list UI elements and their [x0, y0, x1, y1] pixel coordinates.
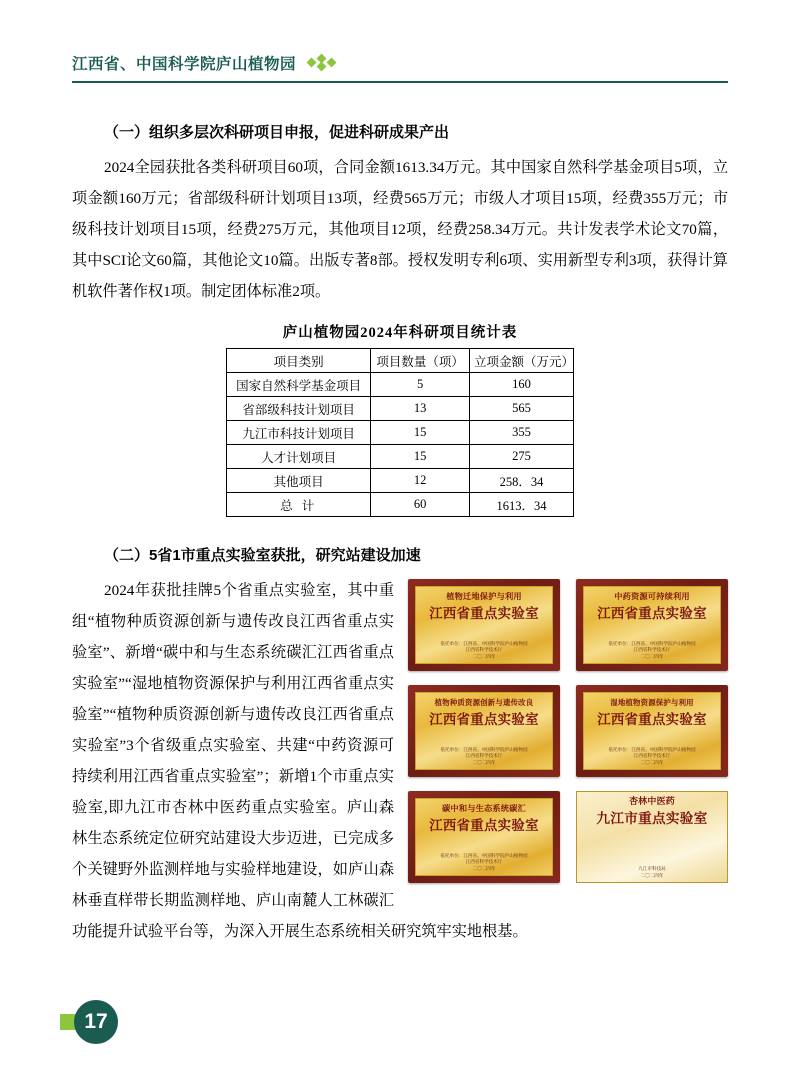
table-cell-total-amount: 1613．34: [469, 493, 573, 517]
section-2-paragraph: 2024年获批挂牌5个省重点实验室，其中重组“植物种质资源创新与遗传改良江西省重点实验室”、新增“碳中和与生态系统碳汇江西省重点实验室”“湿地植物资源保护与利用江西省重点实验室”“植物种质资源创新与遗传改良江西省重点实验室”3个省级重点实验室、共建“中药资源可持续利用江西省重点实验室”；新增1个市重点实验室,即九江市杏林中医药重点实验室。庐山森林生态系统定位研究站建设大步迈进，已完成多个关键野外监测样地与实验样地建设，如庐山森林垂直样带长期监测样地、庐山南麓人工林碳汇功能提升试验平台等，为深入开展生态系统相关研究筑牢实地根基。: [72, 582, 528, 940]
plaque-meta-line: 依托单位：江西省、中国科学院庐山植物园: [440, 746, 528, 752]
page-number: 17: [74, 1000, 118, 1044]
plaque-meta: [419, 853, 549, 872]
table-header-count: 项目数量（项）: [371, 349, 470, 373]
table-cell-amount: 160: [469, 373, 573, 397]
table-row: [227, 469, 574, 493]
plaque-meta-line: 二〇二四年: [472, 759, 496, 765]
table-cell-total-label: 总 计: [227, 493, 371, 517]
table-cell-count: 13: [371, 397, 470, 421]
table-cell-count: 15: [371, 421, 470, 445]
plaque-inner: [415, 586, 553, 664]
table-cell-amount: 258．34: [469, 469, 573, 493]
plaque-item: [408, 579, 560, 671]
plaque-title: 江西省重点实验室: [597, 712, 707, 727]
plaque-title: 九江市重点实验室: [596, 811, 708, 826]
table-row: [227, 373, 574, 397]
table-cell-count: 5: [371, 373, 470, 397]
plaque-meta: [419, 747, 549, 766]
plaque-subject: 中药资源可持续利用: [614, 592, 690, 601]
plaque-item: [576, 579, 728, 671]
table-row: [227, 445, 574, 469]
plaque-subject: 湿地植物资源保护与利用: [610, 698, 694, 707]
plaque-meta-line: 二〇二四年: [640, 653, 664, 659]
plaque-meta-line: 江西省科学技术厅: [633, 753, 671, 759]
plaque-meta-line: 二〇二四年: [640, 872, 664, 878]
plaque-meta-line: 江西省科学技术厅: [633, 647, 671, 653]
plaque-meta-line: 江西省科学技术厅: [465, 647, 503, 653]
table-cell-amount: 565: [469, 397, 573, 421]
plaque-meta: [587, 747, 717, 766]
page-content: [72, 120, 728, 947]
section-1-paragraph: 2024全园获批各类科研项目60项，合同金额1613.34万元。其中国家自然科学基金项目5项，立项金额160万元；省部级科研计划项目13项，经费565万元；市级人才项目15项，经费355万元；市级科技计划项目15项，经费275万元，其他项目12项，经费258.34万元。共计发表学术论文70篇，其中SCI论文60篇，其他论文10篇。出版专著8部。授权发明专利6项、实用新型专利3项，获得计算机软件著作权1项。制定团体标准2项。: [72, 159, 728, 300]
table-cell-total-count: 60: [371, 493, 470, 517]
plaque-inner: [583, 692, 721, 770]
plaque-meta-line: 江西省科学技术厅: [465, 859, 503, 865]
plaque-meta-line: 二〇二四年: [472, 865, 496, 871]
plaque-item: [408, 791, 560, 883]
plaque-gallery: [408, 579, 728, 883]
plaque-inner: [576, 791, 728, 883]
plaque-item: [576, 685, 728, 777]
table-cell-category: 其他项目: [227, 469, 371, 493]
plaque-meta-line: 依托单位：江西省、中国科学院庐山植物园: [440, 640, 528, 646]
table-cell-category: 九江市科技计划项目: [227, 421, 371, 445]
table-cell-category: 人才计划项目: [227, 445, 371, 469]
header-row: [72, 52, 728, 74]
header-title: 江西省、中国科学院庐山植物园: [72, 56, 297, 73]
section-2: [72, 543, 728, 947]
table-cell-amount: 355: [469, 421, 573, 445]
table-header-amount: 立项金额（万元）: [469, 349, 573, 373]
plaque-inner: [415, 692, 553, 770]
table-cell-amount: 275: [469, 445, 573, 469]
plaque-subject: 植物迁地保护与利用: [446, 592, 522, 601]
diamond-decoration-icon: [308, 55, 342, 71]
plaque-inner: [583, 586, 721, 664]
table-cell-category: 国家自然科学基金项目: [227, 373, 371, 397]
plaque-item: [576, 791, 728, 883]
plaque-subject: 植物种质资源创新与遗传改良: [434, 698, 534, 707]
plaque-meta-line: 九江市科技局: [638, 866, 666, 872]
plaque-title: 江西省重点实验室: [597, 606, 707, 621]
plaque-meta-line: 依托单位：江西省、中国科学院庐山植物园: [440, 852, 528, 858]
table-total-row: [227, 493, 574, 517]
page-footer: [60, 1000, 118, 1044]
plaque-subject: 碳中和与生态系统碳汇: [442, 804, 526, 813]
statistics-table-block: [72, 321, 728, 517]
table-header-category: 项目类别: [227, 349, 371, 373]
plaque-meta-line: 依托单位：江西省、中国科学院庐山植物园: [608, 746, 696, 752]
plaque-meta: [580, 866, 724, 879]
plaque-title: 江西省重点实验室: [429, 606, 539, 621]
table-header-row: [227, 349, 574, 373]
plaque-meta-line: 江西省科学技术厅: [465, 753, 503, 759]
plaque-item: [408, 685, 560, 777]
section-1-heading: （一）组织多层次科研项目申报，促进科研成果产出: [104, 124, 450, 141]
plaque-meta-line: 二〇二四年: [640, 759, 664, 765]
page-header: [72, 52, 728, 83]
plaque-meta: [419, 641, 549, 660]
plaque-inner: [415, 798, 553, 876]
plaque-meta-line: 依托单位：江西省、中国科学院庐山植物园: [608, 640, 696, 646]
table-cell-category: 省部级科技计划项目: [227, 397, 371, 421]
table-caption: 庐山植物园2024年科研项目统计表: [282, 325, 518, 341]
table-row: [227, 397, 574, 421]
section-2-flow: [72, 575, 728, 947]
plaque-title: 江西省重点实验室: [429, 818, 539, 833]
plaque-subject: 杏林中医药: [628, 796, 675, 806]
table-cell-count: 15: [371, 445, 470, 469]
header-divider: [72, 81, 728, 83]
research-projects-table: [226, 348, 574, 517]
plaque-title: 江西省重点实验室: [429, 712, 539, 727]
plaque-meta-line: 二〇二四年: [472, 653, 496, 659]
table-cell-count: 12: [371, 469, 470, 493]
plaque-meta: [587, 641, 717, 660]
section-2-heading: （二）5省1市重点实验室获批，研究站建设加速: [104, 547, 421, 564]
table-row: [227, 421, 574, 445]
